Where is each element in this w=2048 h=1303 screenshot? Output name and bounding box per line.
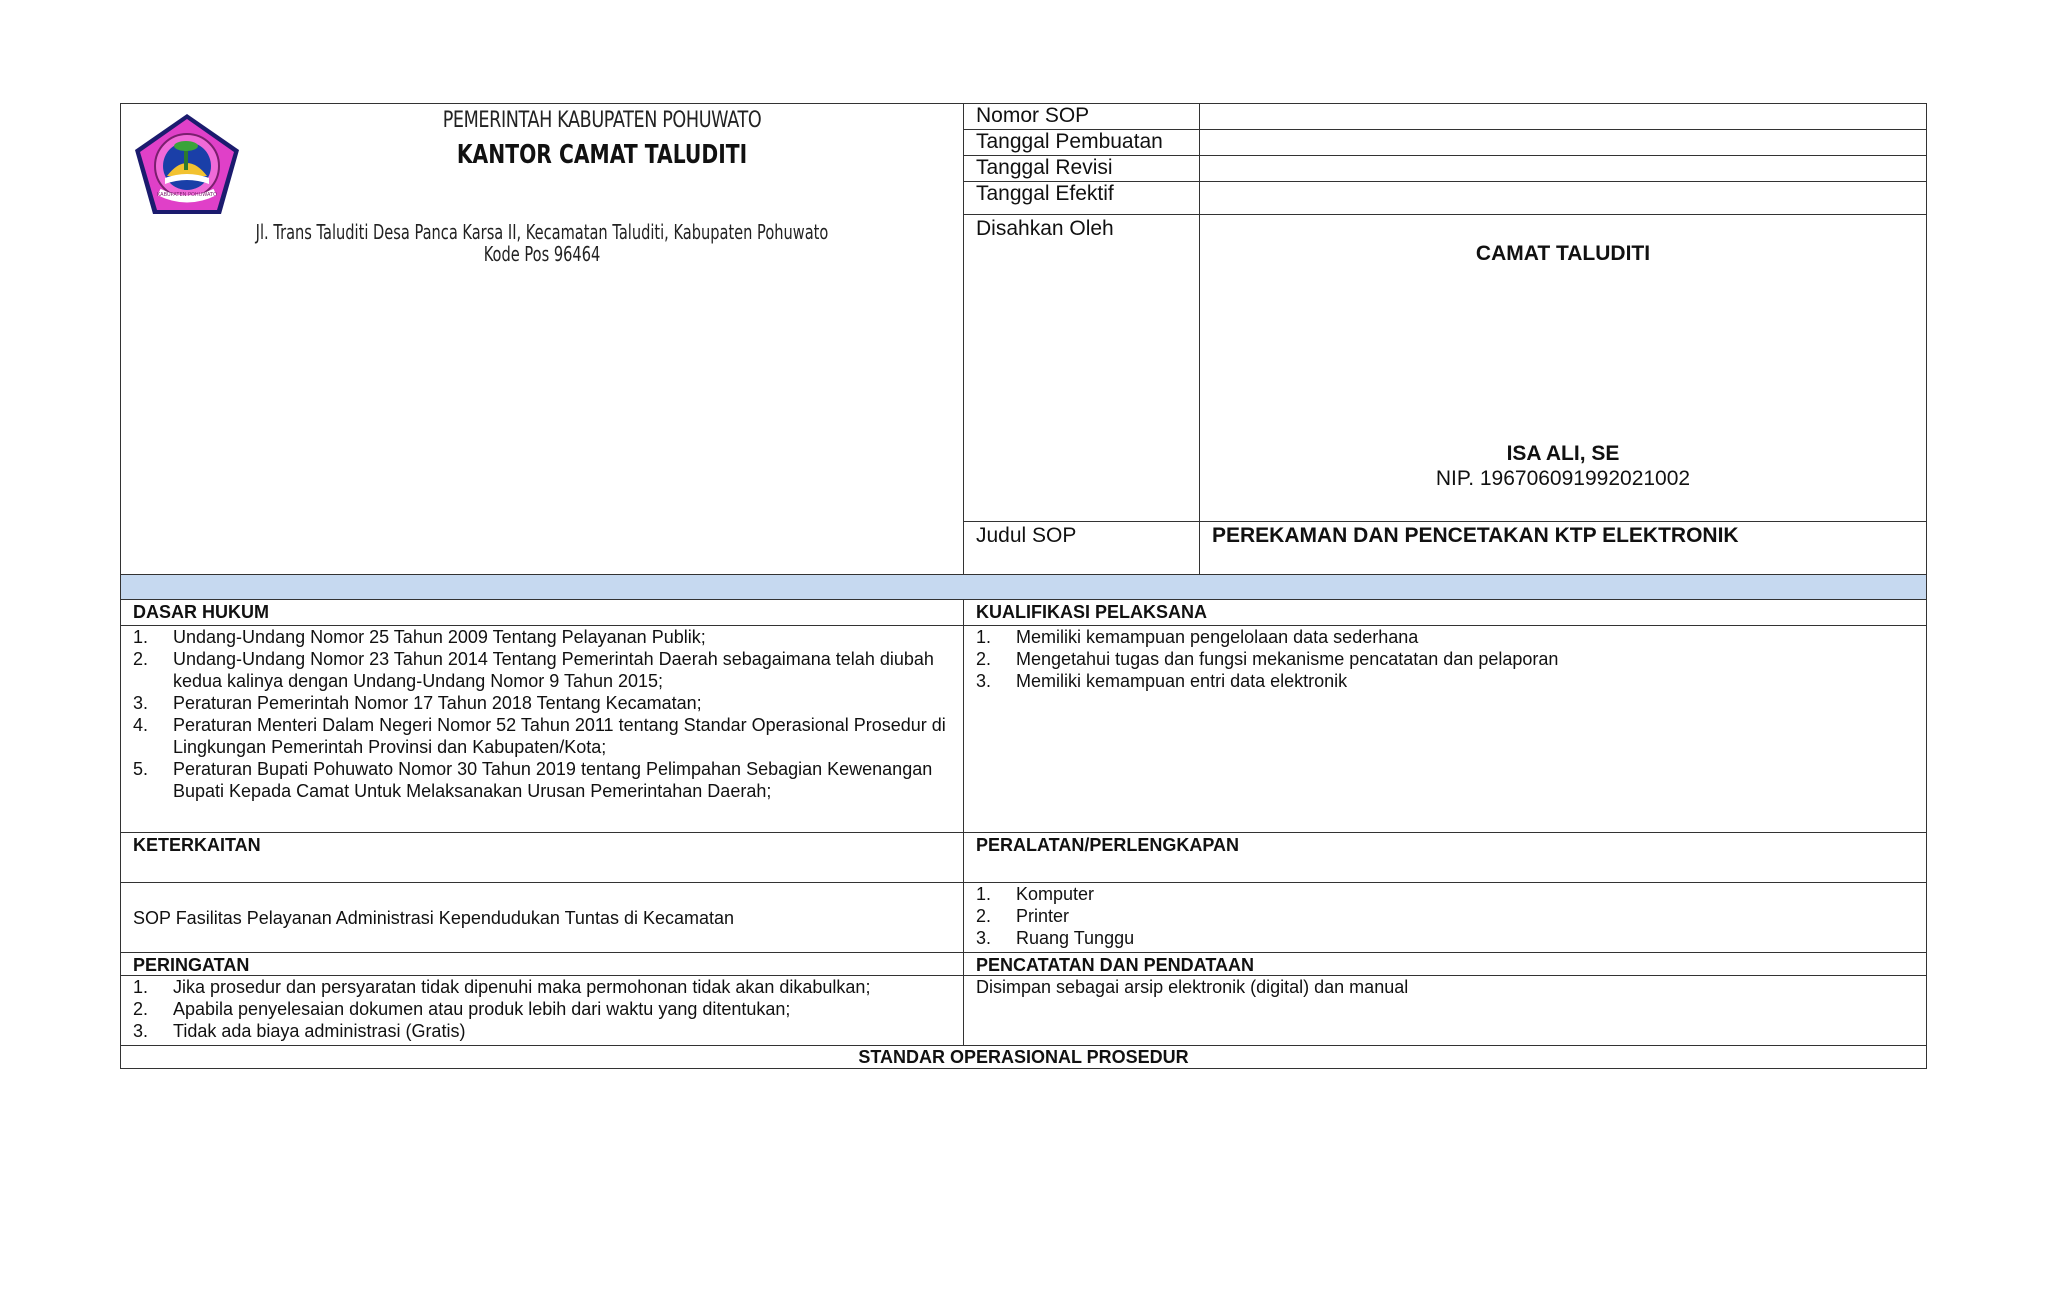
office-address: Jl. Trans Taluditi Desa Panca Karsa II, Kecamatan Taluditi, Kabupaten Pohuwato Kode Pos 96464 xyxy=(255,220,829,266)
letterhead xyxy=(121,104,964,575)
approver-nip: NIP. 196706091992021002 xyxy=(1435,467,1691,491)
keterkaitan-title: KETERKAITAN xyxy=(121,833,964,883)
office-name: KANTOR CAMAT TALUDITI xyxy=(456,140,748,170)
nomor-sop-value xyxy=(1200,104,1927,130)
section-divider xyxy=(121,575,1927,600)
list-item: 1. Undang-Undang Nomor 25 Tahun 2009 Tentang Pelayanan Publik; xyxy=(133,627,706,647)
peralatan-list xyxy=(964,883,1926,949)
sop-table xyxy=(120,103,1927,1069)
list-item: 1. Memiliki kemampuan pengelolaan data sederhana xyxy=(976,627,1419,647)
dasar-hukum-title: DASAR HUKUM xyxy=(121,600,964,626)
peringatan-title: PERINGATAN xyxy=(121,953,964,976)
list-item: 2. Mengetahui tugas dan fungsi mekanisme pencatatan dan pelaporan xyxy=(976,649,1559,669)
list-item: 3. Peraturan Pemerintah Nomor 17 Tahun 2018 Tentang Kecamatan; xyxy=(133,693,702,713)
list-item: 2. Apabila penyelesaian dokumen atau produk lebih dari waktu yang ditentukan; xyxy=(133,999,791,1019)
list-item: 1. Komputer xyxy=(976,884,1095,904)
tanggal-efektif-value xyxy=(1200,182,1927,215)
list-item: 3. Tidak ada biaya administrasi (Gratis) xyxy=(133,1021,466,1041)
tanggal-efektif-label: Tanggal Efektif xyxy=(964,182,1200,215)
tanggal-pembuatan-value xyxy=(1200,130,1927,156)
judul-sop-value: PEREKAMAN DAN PENCETAKAN KTP ELEKTRONIK xyxy=(1200,521,1927,574)
tanggal-revisi-label: Tanggal Revisi xyxy=(964,156,1200,182)
dasar-hukum-list-cell xyxy=(121,626,964,833)
list-item: 3. Ruang Tunggu xyxy=(976,928,1135,948)
tanggal-pembuatan-label: Tanggal Pembuatan xyxy=(964,130,1200,156)
judul-sop-label: Judul SOP xyxy=(964,521,1200,574)
government-name: PEMERINTAH KABUPATEN POHUWATO xyxy=(442,108,762,133)
kualifikasi-list-cell xyxy=(964,626,1927,833)
nomor-sop-label: Nomor SOP xyxy=(964,104,1200,130)
peralatan-title: PERALATAN/PERLENGKAPAN xyxy=(964,833,1927,883)
tanggal-revisi-value xyxy=(1200,156,1927,182)
approval-block xyxy=(1200,215,1927,522)
list-item: 2. Undang-Undang Nomor 23 Tahun 2014 Tentang Pemerintah Daerah sebagaimana telah diubah kedua kalinya dengan Undang-Undang Nomor 9 Tahun 2015; xyxy=(133,649,934,691)
pencatatan-title: PENCATATAN DAN PENDATAAN xyxy=(964,953,1927,976)
pencatatan-text: Disimpan sebagai arsip elektronik (digital) dan manual xyxy=(964,976,1927,1046)
list-item: 5. Peraturan Bupati Pohuwato Nomor 30 Tahun 2019 tentang Pelimpahan Sebagian Kewenangan Bupati Kepada Camat Untuk Melaksanakan Urusan Pemerintahan Daerah; xyxy=(133,759,933,801)
svg-text:KABUPATEN POHUWATO: KABUPATEN POHUWATO xyxy=(156,192,218,198)
list-item: 1. Jika prosedur dan persyaratan tidak dipenuhi maka permohonan tidak akan dikabulkan; xyxy=(133,977,871,997)
keterkaitan-text: SOP Fasilitas Pelayanan Administrasi Kependudukan Tuntas di Kecamatan xyxy=(121,883,964,953)
approver-title: CAMAT TALUDITI xyxy=(1475,242,1651,266)
list-item: 3. Memiliki kemampuan entri data elektronik xyxy=(976,671,1348,691)
pohuwato-logo-icon xyxy=(131,110,243,220)
kualifikasi-list xyxy=(964,626,1926,692)
peralatan-list-cell xyxy=(964,883,1927,953)
sop-footer-title: STANDAR OPERASIONAL PROSEDUR xyxy=(121,1046,1927,1069)
sop-document xyxy=(120,103,1926,1069)
peringatan-list-cell xyxy=(121,976,964,1046)
approver-name: ISA ALI, SE xyxy=(1506,442,1620,466)
list-item: 4. Peraturan Menteri Dalam Negeri Nomor 52 Tahun 2011 tentang Standar Operasional Prosedur di Lingkungan Pemerintah Provinsi dan Kabupaten/Kota; xyxy=(133,715,946,757)
dasar-hukum-list xyxy=(121,626,963,802)
list-item: 2. Printer xyxy=(976,906,1070,926)
kualifikasi-title: KUALIFIKASI PELAKSANA xyxy=(964,600,1927,626)
peringatan-list xyxy=(121,976,963,1042)
disahkan-oleh-label: Disahkan Oleh xyxy=(964,215,1200,522)
